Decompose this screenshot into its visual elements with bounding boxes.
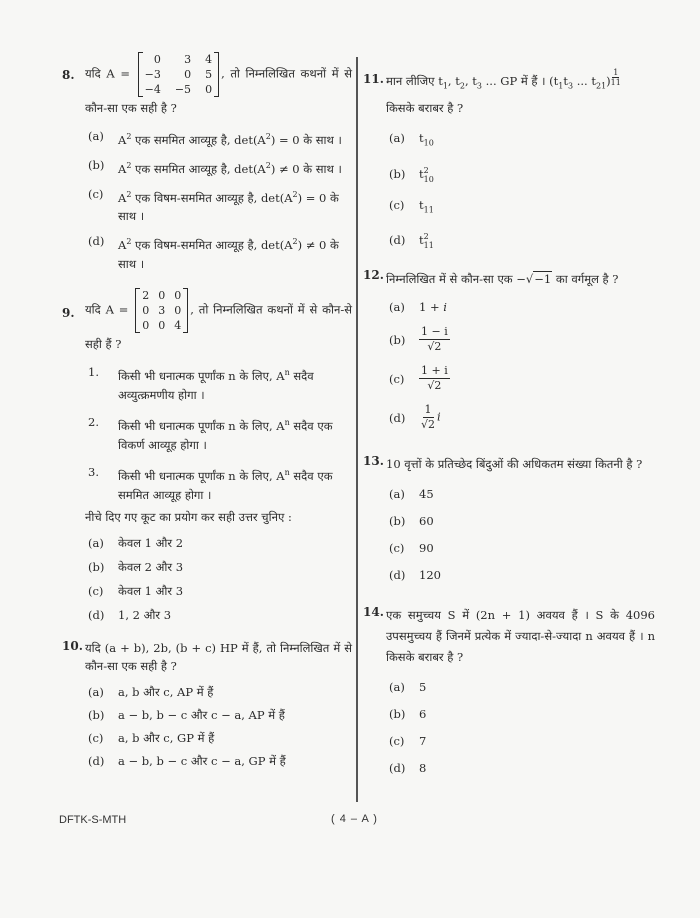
question-number: 8. [62,68,75,82]
option-b[interactable]: (b) $\frac{1 - i}{√2}$ [389,324,448,353]
statement-3: 3. किसी भी धनात्मक पूर्णांक n के लिए, $A^n$ सदैव एक सममित आव्यूह होगा । [88,464,333,502]
option-d[interactable]: (d) $A^2$ एक विषम-सममित आव्यूह है, $\det(A^2) \ne 0$ के साथ । [88,234,339,272]
option-c[interactable]: (c) केवल 1 और 3 [88,583,184,598]
question-text: निम्नलिखित में से कौन-सा एक −√−1 का वर्गमूल है ? [386,271,619,286]
option-a[interactable]: (a) $A^2$ एक सममित आव्यूह है, $\det(A^2) = 0$ के साथ । [88,129,342,147]
option-c[interactable]: (c) a, b और c, GP में हैं [88,730,215,745]
question-number: 13. [363,453,384,468]
question-number: 11. [363,72,384,86]
question-number: 9. [62,306,75,321]
question-13 [363,454,655,585]
question-8 [62,52,352,274]
paper-code: DFTK-S-MTH [59,814,127,826]
question-text: एक समुच्चय S में (2n + 1) अवयव हैं । S के 4096 उपसमुच्चय हैं जिनमें प्रत्येक में ज्यादा-से-ज्यादा n अवयव हैं । n किसके बराबर है ? [386,607,655,664]
option-d[interactable]: (d) $\frac{1}{√2}$ i [389,402,441,431]
option-d[interactable]: (d) 1, 2 और 3 [88,607,172,622]
option-a[interactable]: (a) 5 [389,679,427,694]
question-text: यदि (a + b), 2b, (b + c) HP में हैं, तो निम्नलिखित में से कौन-सा एक सही है ? [85,640,352,673]
column-divider [356,57,358,802]
question-12 [363,268,655,432]
left-column [62,52,352,771]
exponent-fraction: $\frac{1}{11}$ [610,68,621,87]
option-c[interactable]: (c) 90 [389,540,434,555]
option-d[interactable]: (d) 8 [389,760,427,775]
question-text: यदि A = 0 3 4 −3 0 5 −4 −5 0 , तो निम्नलिखित कथनों में से कौन-सा एक सही है ? [85,53,352,115]
option-a[interactable]: (a) 45 [389,486,434,501]
option-b[interactable]: (b) $A^2$ एक सममित आव्यूह है, $\det(A^2) \ne 0$ के साथ । [88,157,342,176]
question-number: 10. [62,638,83,653]
question-number: 14. [363,604,384,619]
option-a[interactable]: (a) $t_{10}$ [389,131,434,148]
option-a[interactable]: (a) केवल 1 और 2 [88,535,184,550]
right-column [363,64,655,778]
option-c[interactable]: (c) $\frac{1 + i}{√2}$ [389,363,448,392]
option-a[interactable]: (a) 1 + i [389,299,447,314]
option-b[interactable]: (b) t 2 10 [389,165,434,184]
question-text: यदि A = 2 0 0 0 3 0 0 0 4 , तो निम्नलिखित कथनों में से कौन-से सही हैं ? [85,289,352,352]
option-b[interactable]: (b) 60 [389,513,434,528]
option-b[interactable]: (b) केवल 2 और 3 [88,559,184,574]
option-c[interactable]: (c) 7 [389,733,427,748]
question-text: मान लीजिए $t_1$, $t_2$, $t_3$ ... GP में हैं । ($t_1t_3$ ... $t_{21}$) $\frac{1}{11}$ किसके बराबर है ? [386,68,621,116]
question-11 [363,64,655,250]
page-number: ( 4 – A ) [331,813,378,825]
matrix: 0 3 4 −3 0 5 −4 −5 0 [138,52,219,97]
question-14 [363,605,655,778]
option-b[interactable]: (b) a − b, b − c और c − a, AP में हैं [88,707,285,722]
statement-2: 2. किसी भी धनात्मक पूर्णांक n के लिए, $A^n$ सदैव एक विकर्ण आव्यूह होगा । [88,415,333,452]
question-number: 12. [363,267,384,282]
option-d[interactable]: (d) a − b, b − c और c − a, GP में हैं [88,753,286,768]
question-9 [62,288,352,624]
matrix: 2 0 0 0 3 0 0 0 4 [135,288,188,333]
question-10 [62,639,352,771]
option-b[interactable]: (b) 6 [389,706,427,721]
option-d[interactable]: (d) t 2 11 [389,231,434,250]
question-text: 10 वृत्तों के प्रतिच्छेद बिंदुओं की अधिकतम संख्या कितनी है ? [386,456,643,471]
option-a[interactable]: (a) a, b और c, AP में हैं [88,684,214,699]
option-c[interactable]: (c) $A^2$ एक विषम-सममित आव्यूह है, $\det(A^2) = 0$ के साथ । [88,186,339,224]
option-d[interactable]: (d) 120 [389,567,441,582]
statement-1: 1. किसी भी धनात्मक पूर्णांक n के लिए, $A^n$ सदैव अव्युत्क्रमणीय होगा । [88,365,314,403]
instruction-text: नीचे दिए गए कूट का प्रयोग कर सही उत्तर चुनिए : [85,509,292,524]
option-c[interactable]: (c) $t_{11}$ [389,197,434,214]
